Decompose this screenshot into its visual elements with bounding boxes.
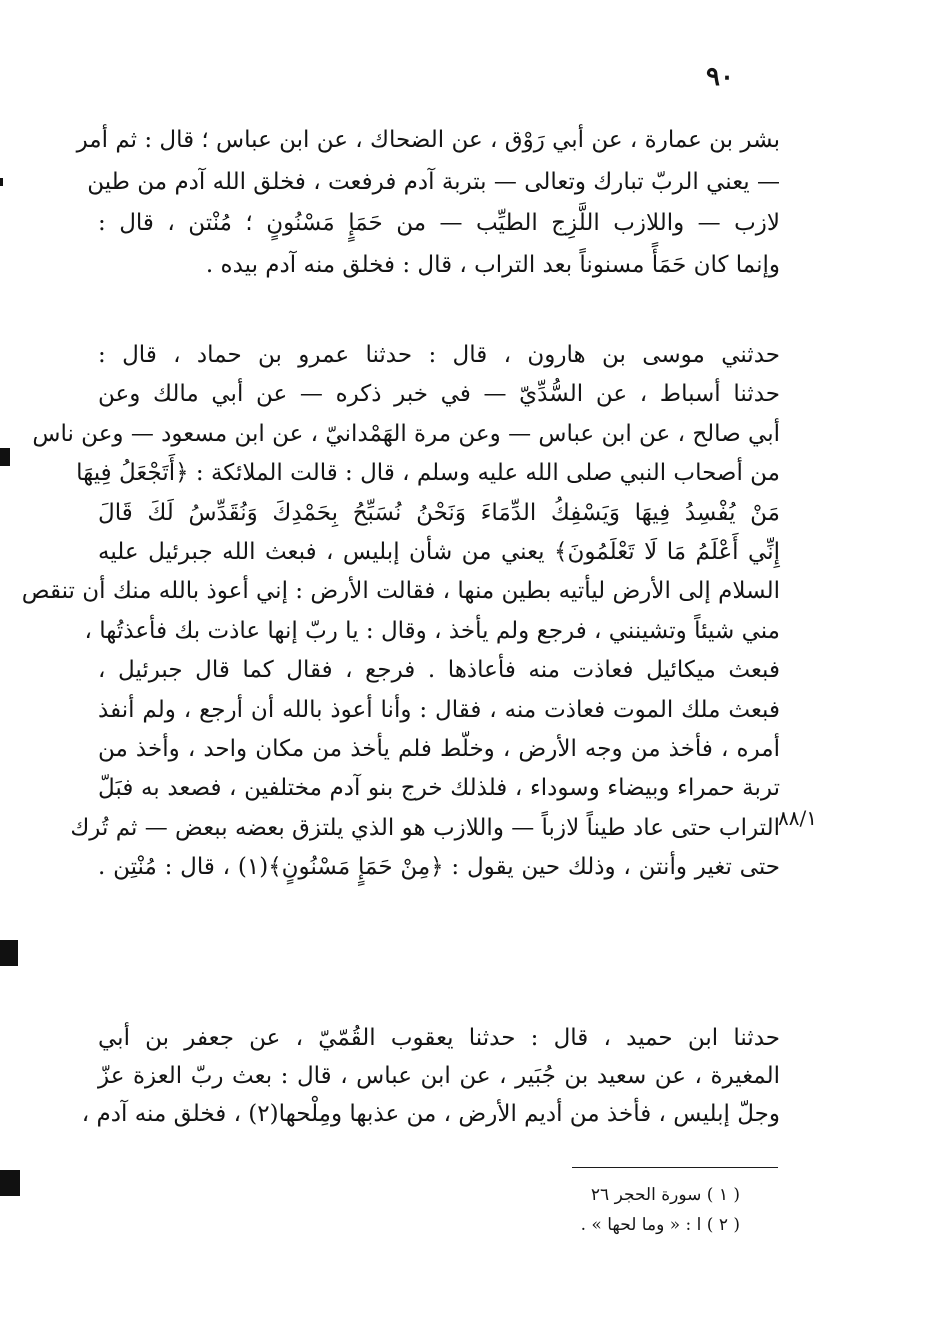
scan-artifact: [0, 1170, 20, 1196]
text-line: التراب حتى عاد طيناً لازباً — واللازب هو الذي يلتزق بعضه ببعض — ثم تُرك: [70, 814, 780, 841]
text-line: — يعني الربّ تبارك وتعالى — بتربة آدم فرفعت ، فخلق الله آدم من طين: [87, 168, 780, 195]
text-line: تربة حمراء وبيضاء وسوداء ، فلذلك خرج بنو آدم مختلفين ، فصعد به فبَلّ: [98, 775, 780, 802]
text-line: فبعث ملك الموت فعاذت منه ، فقال : وأنا أعوذ بالله أن أرجع ، ولم أنفذ: [98, 696, 780, 723]
page-number: ٩٠: [706, 62, 734, 92]
text-line: حدثنا أسباط ، عن السُّدِّيّ — في خبر ذكره — عن أبي مالك وعن: [98, 381, 780, 408]
text-line: حتى تغير وأنتن ، وذلك حين يقول : ﴿مِنْ حَمَإٍ مَسْنُونٍ﴾(١) ، قال : مُنْتِن .: [98, 854, 781, 881]
text-line: أبي صالح ، عن ابن عباس — وعن مرة الهَمْدانيّ ، عن ابن مسعود — وعن ناس: [32, 420, 780, 447]
text-line: لازب — واللازب اللَّزِج الطيِّب — من حَمَإٍ مَسْنُونٍ ؛ مُنْتن ، قال :: [98, 210, 780, 236]
footnote-2: ( ٢ ) ا : « وما لحها » .: [580, 1215, 740, 1235]
text-line: وإنما كان حَمَأً مسنوناً بعد التراب ، قال : فخلق منه آدم بيده .: [205, 251, 780, 278]
scan-artifact: [0, 178, 3, 186]
text-line: مني شيئاً وتشينني ، فرجع ولم يأخذ ، وقال : يا ربّ إنها عاذت بك فأعذتُها ،: [84, 617, 780, 644]
footnote-divider: [572, 1167, 778, 1168]
text-line: حدثنا ابن حميد ، قال : حدثنا يعقوب القُمّيّ ، عن جعفر بن أبي: [98, 1025, 780, 1051]
text-line: حدثني موسى بن هارون ، قال : حدثنا عمرو بن حماد ، قال :: [98, 342, 780, 368]
paragraph-1: [76, 120, 780, 286]
scan-artifact: [0, 448, 10, 466]
paragraph-2: [21, 336, 781, 887]
paragraph-3: [81, 1019, 780, 1133]
margin-reference: ٨٨/١: [778, 806, 817, 830]
text-line: فبعث ميكائيل فعاذت منه فأعاذها . فرجع ، فقال كما قال جبرئيل ،: [98, 657, 780, 684]
footnotes: [500, 1180, 740, 1240]
footnote-1: ( ١ ) سورة الحجر ٢٦: [590, 1185, 740, 1205]
text-line: أمره ، فأخذ من وجه الأرض ، وخلّط فلم يأخذ من مكان واحد ، وأخذ من: [98, 735, 780, 762]
quran-text-line: مَنْ يُفْسِدُ فِيهَا وَيَسْفِكُ الدِّمَاءَ وَنَحْنُ نُسَبِّحُ بِحَمْدِكَ وَنُقَدِّسُ لَكَ قَالَ: [98, 499, 780, 526]
text-line: وجلّ إبليس ، فأخذ من أديم الأرض ، من عذبها ومِلْحها(٢) ، فخلق منه آدم ،: [81, 1101, 780, 1127]
scan-artifact: [0, 940, 18, 966]
text-line: السلام إلى الأرض ليأتيه بطين منها ، فقالت الأرض : إني أعوذ بالله منك أن تنقص: [21, 578, 780, 605]
text-line: من أصحاب النبي صلى الله عليه وسلم ، قال : قالت الملائكة : ﴿أَتَجْعَلُ فِيهَا: [76, 460, 780, 487]
text-line: المغيرة ، عن سعيد بن جُبَير ، عن ابن عباس ، قال : بعث ربّ العزة عزّ: [98, 1063, 780, 1089]
text-line: إِنِّي أَعْلَمُ مَا لَا تَعْلَمُونَ﴾ يعني من شأن إبليس ، فبعث الله جبرئيل عليه: [98, 538, 780, 565]
text-line: بشر بن عمارة ، عن أبي رَوْق ، عن الضحاك ، عن ابن عباس ؛ قال : ثم أمر: [76, 127, 780, 153]
